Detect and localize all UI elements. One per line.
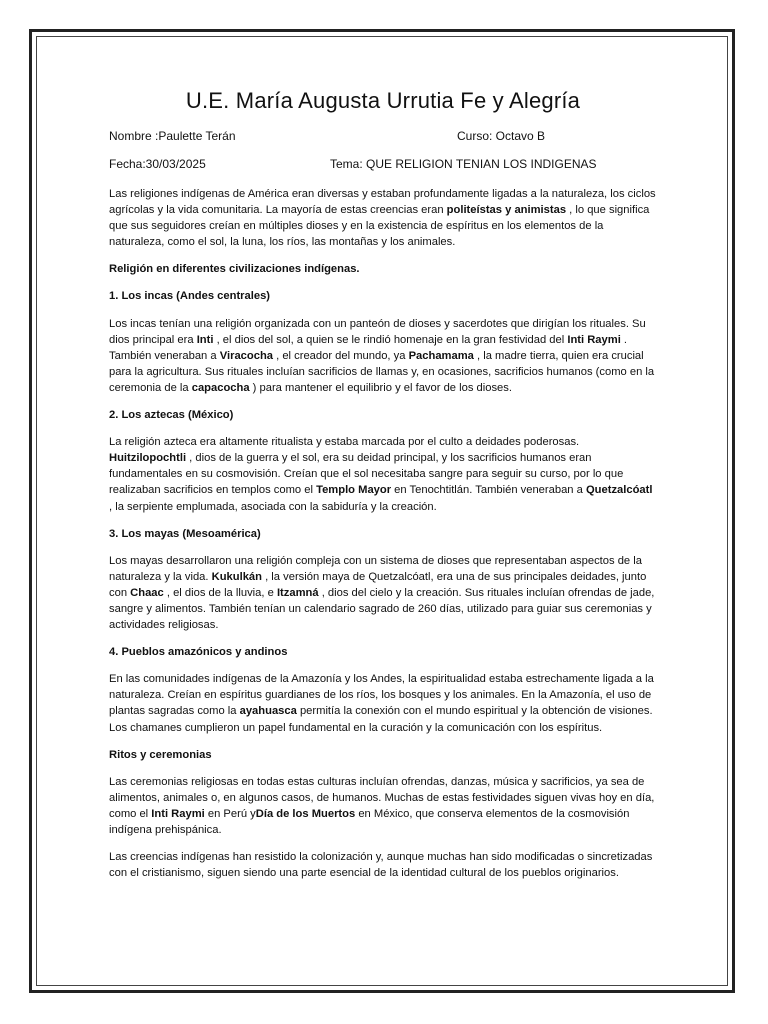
incas-paragraph: Los incas tenían una religión organizada con un panteón de dioses y sacerdotes que dirigían los rituales. Su dios principal era Inti , el dios del sol, a quien se le rindió homenaje en la gran festividad del Inti Raymi . También veneraban a Viracocha , el creador del mundo, ya Pachamama , la madre tierra, quien era crucial para la agricultura. Sus rituales incluían sacrificios de llamas y, en ocasiones, sacrificios humanos (como en la ceremonia de la capacocha ) para mantener el equilibrio y el favor de los dioses. [109,317,655,394]
header-row-1 [109,126,657,146]
amazonicos-heading: 4. Pueblos amazónicos y andinos [109,646,288,659]
amazonicos-paragraph: En las comunidades indígenas de la Amazonía y los Andes, la espiritualidad estaba estrechamente ligada a la naturaleza. Creían en espíritus guardianes de los ríos, los bosques y los animales. En la Amazonía, el uso de plantas sagradas como la ayahuasca permitía la conexión con el mundo espiritual y la obtención de visiones. Los chamanes cumplieron un papel fundamental en la curación y la comunicación con los espíritus. [109,673,654,734]
course-label: Curso: Octavo B [457,129,546,143]
aztecas-paragraph: La religión azteca era altamente ritualista y estaba marcada por el culto a deidades poderosas. Huitzilopochtli , dios de la guerra y el sol, era su deidad principal, y los sacrificios humanos eran fundamentales en su cosmovisión. Creían que el sol necesitaba sangre para seguir su curso, por lo que realizaban sacrificios en templos como el Templo Mayor en Tenochtitlán. También veneraban a Quetzalcóatl , la serpiente emplumada, asociada con la sabiduría y la creación. [109,436,653,513]
incas-heading: 1. Los incas (Andes centrales) [109,290,271,303]
date-label: Fecha:30/03/2025 [109,157,206,171]
ritos-heading: Ritos y ceremonias [109,748,212,761]
document-content [109,86,657,881]
ritos-paragraph: Las ceremonias religiosas en todas estas culturas incluían ofrendas, danzas, música y sacrificios, ya sea de alimentos, animales o, en algunos casos, de humanos. Muchas de estas festividades siguen vivas hoy en día, como el Inti Raymi en Perú yDía de los Muertos en México, que conserva elementos de la cosmovisión indígena prehispánica. [109,775,655,836]
section-heading: Religión en diferentes civilizaciones indígenas. [109,263,360,276]
document-title: U.E. María Augusta Urrutia Fe y Alegría [185,88,581,113]
mayas-heading: 3. Los mayas (Mesoamérica) [109,527,261,540]
topic-label: Tema: QUE RELIGION TENIAN LOS INDIGENAS [330,157,597,171]
student-name: Nombre :Paulette Terán [109,129,236,143]
conclusion-paragraph: Las creencias indígenas han resistido la colonización y, aunque muchas han sido modificadas o sincretizadas con el cristianismo, siguen siendo una parte esencial de la identidad cultural de los pueblos originarios. [109,851,653,880]
mayas-paragraph: Los mayas desarrollaron una religión compleja con un sistema de dioses que representaban aspectos de la naturaleza y la vida. Kukulkán , la versión maya de Quetzalcóatl, era una de sus principales deidades, junto con Chaac , el dios de la lluvia, e Itzamná , dios del cielo y la creación. Sus rituales incluían ofrendas de jade, sangre y alimentos. También tenían un calendario sagrado de 260 días, utilizado para guiar sus ceremonias y actividades religiosas. [109,554,655,632]
header-row-2 [109,154,657,174]
aztecas-heading: 2. Los aztecas (México) [109,409,234,422]
intro-paragraph: Las religiones indígenas de América eran diversas y estaban profundamente ligadas a la naturaleza, los ciclos agrícolas y la vida comunitaria. La mayoría de estas creencias eran politeístas y animistas , lo que significa que sus seguidores creían en múltiples dioses y en la existencia de espíritus en los elementos de la naturaleza, como el sol, la luna, los ríos, las montañas y los animales. [109,188,656,249]
